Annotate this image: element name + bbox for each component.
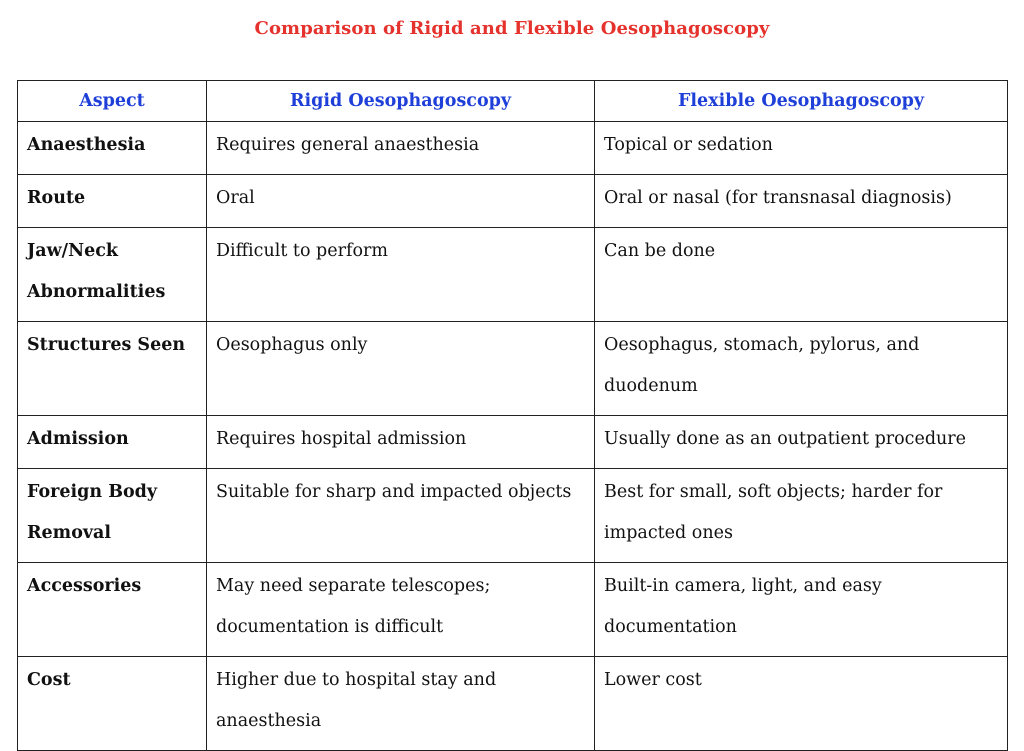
rigid-text: Requires hospital admission xyxy=(216,429,467,449)
flexible-cell xyxy=(595,228,1008,322)
aspect-cell xyxy=(18,469,207,563)
rigid-text: Requires general anaesthesia xyxy=(216,135,480,155)
rigid-cell xyxy=(207,175,595,228)
aspect-text: Jaw/Neck Abnormalities xyxy=(27,241,166,302)
rigid-text: Oesophagus only xyxy=(216,335,368,355)
comparison-table xyxy=(17,80,1008,751)
flexible-text: Can be done xyxy=(604,241,716,261)
rigid-cell xyxy=(207,122,595,175)
aspect-cell xyxy=(18,228,207,322)
rigid-cell xyxy=(207,657,595,751)
flexible-cell xyxy=(595,657,1008,751)
aspect-cell xyxy=(18,416,207,469)
rigid-text: Difficult to perform xyxy=(216,241,388,261)
aspect-cell xyxy=(18,175,207,228)
flexible-cell xyxy=(595,122,1008,175)
aspect-text: Cost xyxy=(27,670,71,690)
aspect-cell xyxy=(18,563,207,657)
rigid-cell xyxy=(207,469,595,563)
flexible-cell xyxy=(595,469,1008,563)
flexible-text: Oral or nasal (for transnasal diagnosis) xyxy=(604,188,952,208)
flexible-cell xyxy=(595,563,1008,657)
rigid-cell xyxy=(207,322,595,416)
flexible-text: Oesophagus, stomach, pylorus, and duodenum xyxy=(604,335,920,396)
aspect-text: Foreign Body Removal xyxy=(27,482,158,543)
table-row xyxy=(18,322,1008,416)
rigid-cell xyxy=(207,416,595,469)
table-row xyxy=(18,228,1008,322)
rigid-text: May need separate telescopes; documentation is difficult xyxy=(216,576,491,637)
table-row xyxy=(18,657,1008,751)
rigid-text: Suitable for sharp and impacted objects xyxy=(216,482,572,502)
table-row xyxy=(18,416,1008,469)
flexible-cell xyxy=(595,416,1008,469)
flexible-text: Best for small, soft objects; harder for impacted ones xyxy=(604,482,943,543)
aspect-text: Route xyxy=(27,188,86,208)
aspect-cell xyxy=(18,322,207,416)
header-aspect: Aspect xyxy=(18,81,207,122)
table-row xyxy=(18,175,1008,228)
flexible-text: Lower cost xyxy=(604,670,702,690)
aspect-cell xyxy=(18,657,207,751)
page-title: Comparison of Rigid and Flexible Oesophagoscopy xyxy=(254,18,770,39)
rigid-text: Oral xyxy=(216,188,255,208)
aspect-cell xyxy=(18,122,207,175)
aspect-text: Accessories xyxy=(27,576,142,596)
flexible-cell xyxy=(595,322,1008,416)
flexible-text: Built-in camera, light, and easy documentation xyxy=(604,576,882,637)
table-row xyxy=(18,122,1008,175)
rigid-cell xyxy=(207,228,595,322)
aspect-text: Admission xyxy=(27,429,129,449)
header-flexible: Flexible Oesophagoscopy xyxy=(595,81,1008,122)
flexible-text: Topical or sedation xyxy=(604,135,773,155)
flexible-text: Usually done as an outpatient procedure xyxy=(604,429,967,449)
aspect-text: Structures Seen xyxy=(27,335,186,355)
header-rigid: Rigid Oesophagoscopy xyxy=(207,81,595,122)
rigid-text: Higher due to hospital stay and anaesthesia xyxy=(216,670,497,731)
rigid-cell xyxy=(207,563,595,657)
aspect-text: Anaesthesia xyxy=(27,135,146,155)
table-row xyxy=(18,469,1008,563)
flexible-cell xyxy=(595,175,1008,228)
table-header-row xyxy=(18,81,1008,122)
table-row xyxy=(18,563,1008,657)
